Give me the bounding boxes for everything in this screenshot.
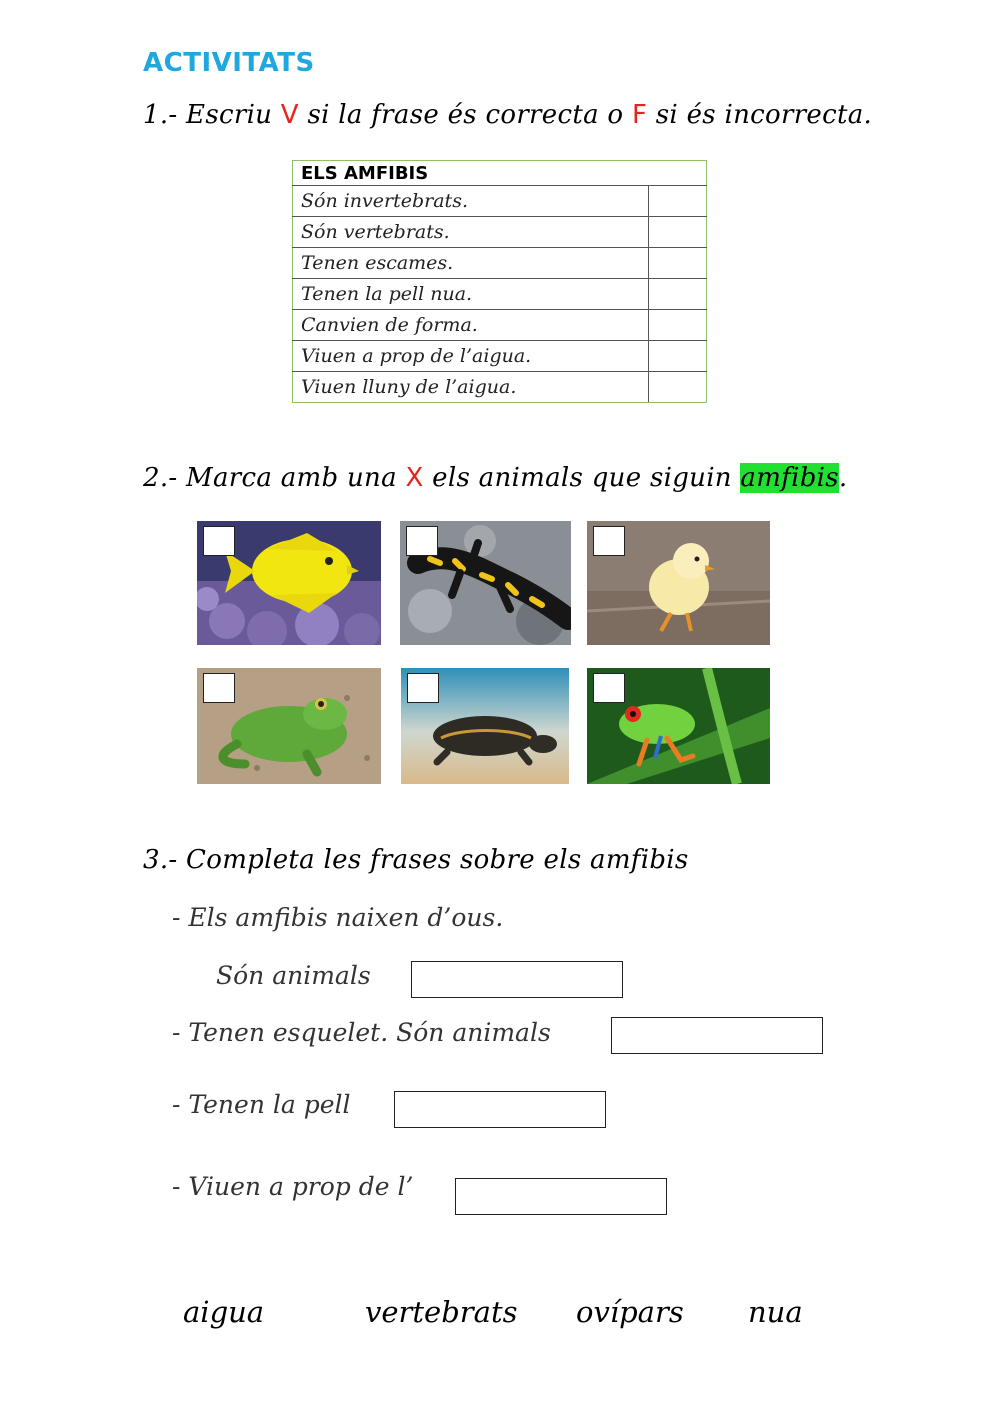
answer-box-4[interactable] [455, 1178, 667, 1215]
q1-v-letter: V [280, 100, 299, 130]
answer-cell[interactable] [649, 310, 707, 341]
row-statement: Tenen escames. [293, 248, 649, 279]
checkbox[interactable] [203, 673, 235, 703]
q1-prefix: 1.- Escriu [143, 100, 281, 130]
row-statement: Són invertebrats. [293, 186, 649, 217]
q2-suffix: . [838, 463, 848, 493]
q2-middle: els animals que siguin [423, 463, 741, 493]
q2-prefix: 2.- Marca amb una [143, 463, 406, 493]
sentence-4: - Viuen a prop de l’ [172, 1172, 414, 1201]
table-row [293, 341, 707, 372]
answer-box-3[interactable] [394, 1091, 606, 1128]
row-statement: Tenen la pell nua. [293, 279, 649, 310]
checkbox[interactable] [593, 526, 625, 556]
table-row [293, 248, 707, 279]
tree-frog-photo [587, 668, 770, 784]
answer-cell[interactable] [649, 279, 707, 310]
q2-x-letter: X [405, 463, 424, 493]
answer-box-1[interactable] [411, 961, 623, 998]
table-row [293, 372, 707, 403]
sentence-1b: Són animals [216, 961, 371, 990]
checkbox[interactable] [593, 673, 625, 703]
sentence-3: - Tenen la pell [172, 1090, 351, 1119]
answer-cell[interactable] [649, 217, 707, 248]
table-row [293, 279, 707, 310]
sentence-1a: - Els amfibis naixen d’ous. [172, 903, 504, 932]
q1-middle: si la frase és correcta o [298, 100, 632, 130]
word-bank-item[interactable]: aigua [183, 1295, 265, 1329]
row-statement: Canvien de forma. [293, 310, 649, 341]
word-bank-item[interactable]: ovípars [576, 1295, 684, 1329]
table-row [293, 217, 707, 248]
checkbox[interactable] [407, 673, 439, 703]
row-statement: Són vertebrats. [293, 217, 649, 248]
question-2 [143, 463, 848, 493]
word-bank-item[interactable]: nua [748, 1295, 803, 1329]
answer-cell[interactable] [649, 186, 707, 217]
table-header: ELS AMFIBIS [293, 161, 707, 186]
salamander-photo [400, 521, 571, 645]
answer-cell[interactable] [649, 372, 707, 403]
checkbox[interactable] [203, 526, 235, 556]
fish-photo [197, 521, 381, 645]
question-1 [143, 100, 872, 130]
answer-cell[interactable] [649, 248, 707, 279]
chick-photo [587, 521, 770, 645]
q2-highlight: amfibis [740, 463, 839, 493]
word-bank-item[interactable]: vertebrats [365, 1295, 518, 1329]
answer-box-2[interactable] [611, 1017, 823, 1054]
sentence-2: - Tenen esquelet. Són animals [172, 1018, 551, 1047]
table-row [293, 310, 707, 341]
row-statement: Viuen lluny de l’aigua. [293, 372, 649, 403]
q1-f-letter: F [631, 100, 648, 130]
page-title: ACTIVITATS [143, 48, 315, 78]
question-3: 3.- Completa les frases sobre els amfibis [143, 845, 689, 875]
answer-cell[interactable] [649, 341, 707, 372]
turtle-photo [401, 668, 569, 784]
checkbox[interactable] [406, 526, 438, 556]
q1-suffix: si és incorrecta. [647, 100, 873, 130]
table-row [293, 186, 707, 217]
frog-photo [197, 668, 381, 784]
row-statement: Viuen a prop de l’aigua. [293, 341, 649, 372]
amphibians-table [292, 160, 707, 403]
